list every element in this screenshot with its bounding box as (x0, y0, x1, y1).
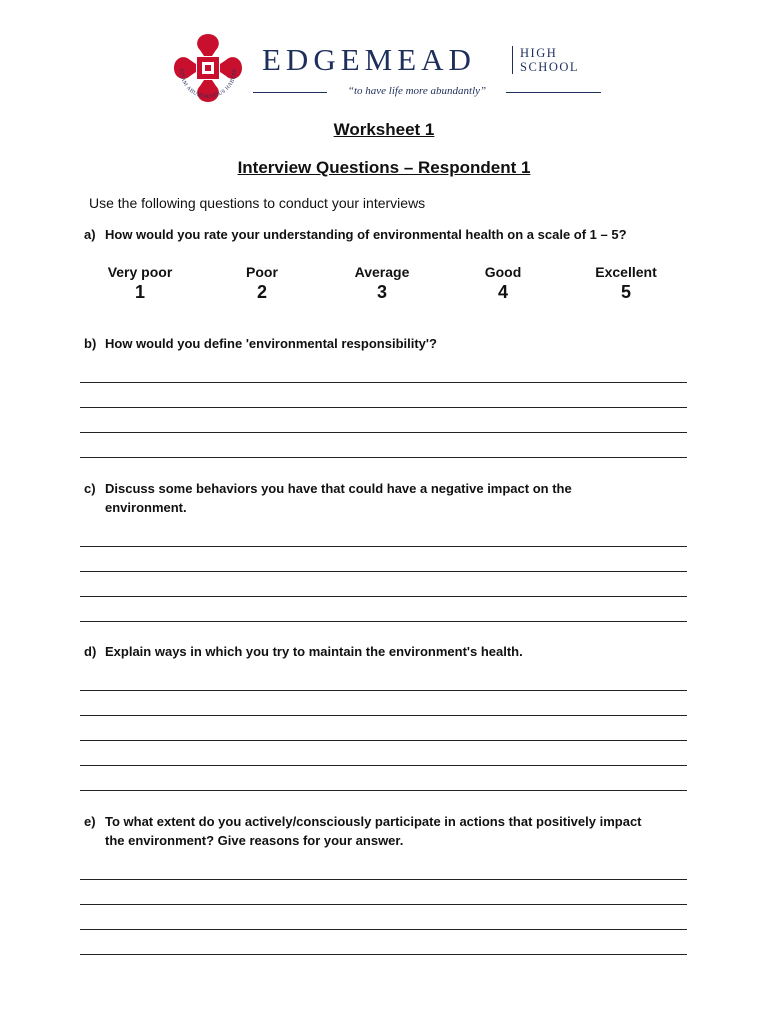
answer-line[interactable] (80, 571, 687, 572)
rating-value: 3 (376, 282, 387, 302)
rating-option (453, 264, 553, 303)
question-text: Discuss some behaviors you have that could have a negative impact on the environment. (105, 481, 572, 515)
question-letter: c) (84, 481, 96, 496)
worksheet-subtitle: Interview Questions – Respondent 1 (237, 158, 531, 177)
rating-scale (80, 264, 690, 308)
school-type-line-1: HIGH (520, 46, 558, 60)
answer-line[interactable] (80, 457, 687, 458)
answer-line[interactable] (80, 740, 687, 741)
school-motto: “to have life more abundantly” (347, 85, 487, 97)
rating-option (212, 264, 312, 303)
crest-text: VITAM ABUNDANTIUS HABERE (177, 68, 239, 101)
question-text: How would you rate your understanding of environmental health on a scale of 1 – 5? (105, 227, 627, 242)
question-d (84, 642, 684, 661)
answer-line[interactable] (80, 879, 687, 880)
rating-label: Poor (246, 264, 278, 280)
rating-label: Excellent (595, 264, 657, 280)
answer-line[interactable] (80, 715, 687, 716)
rating-label: Very poor (107, 264, 173, 280)
motto-rule-right (506, 92, 601, 93)
answer-line[interactable] (80, 407, 687, 408)
rating-option (332, 264, 432, 303)
question-a (84, 225, 684, 244)
answer-line[interactable] (80, 596, 687, 597)
answer-line[interactable] (80, 690, 687, 691)
motto-row (253, 85, 601, 99)
rating-label: Average (354, 264, 410, 280)
answer-line[interactable] (80, 382, 687, 383)
question-letter: b) (84, 336, 97, 351)
worksheet-title: Worksheet 1 (333, 120, 435, 139)
question-b (84, 334, 684, 353)
question-letter: e) (84, 814, 96, 829)
school-type-line-2: SCHOOL (520, 60, 580, 74)
answer-line[interactable] (80, 929, 687, 930)
motto-rule-left (253, 92, 327, 93)
question-text: Explain ways in which you try to maintain the environment's health. (105, 644, 523, 659)
rating-option (576, 264, 676, 303)
question-letter: d) (84, 644, 97, 659)
question-letter: a) (84, 227, 96, 242)
school-name-divider (512, 46, 513, 74)
school-name: EDGEMEAD (262, 42, 476, 77)
rating-value: 4 (497, 282, 508, 302)
rating-option (90, 264, 190, 303)
school-header (0, 0, 768, 110)
school-crest-logo (170, 30, 246, 106)
answer-line[interactable] (80, 790, 687, 791)
answer-line[interactable] (80, 621, 687, 622)
rating-label: Good (484, 264, 522, 280)
answer-line[interactable] (80, 954, 687, 955)
answer-line[interactable] (80, 904, 687, 905)
worksheet-intro: Use the following questions to conduct your interviews (89, 195, 426, 211)
rating-value: 5 (620, 282, 631, 302)
answer-line[interactable] (80, 432, 687, 433)
answer-line[interactable] (80, 546, 687, 547)
rating-value: 1 (134, 282, 145, 302)
school-type (520, 46, 579, 74)
question-text: How would you define 'environmental responsibility'? (105, 336, 437, 351)
answer-line[interactable] (80, 765, 687, 766)
question-e (84, 812, 644, 850)
rating-value: 2 (256, 282, 267, 302)
question-c (84, 479, 644, 517)
question-text: To what extent do you actively/consciously participate in actions that positively impact the environment? Give reasons for your answer. (105, 814, 642, 848)
